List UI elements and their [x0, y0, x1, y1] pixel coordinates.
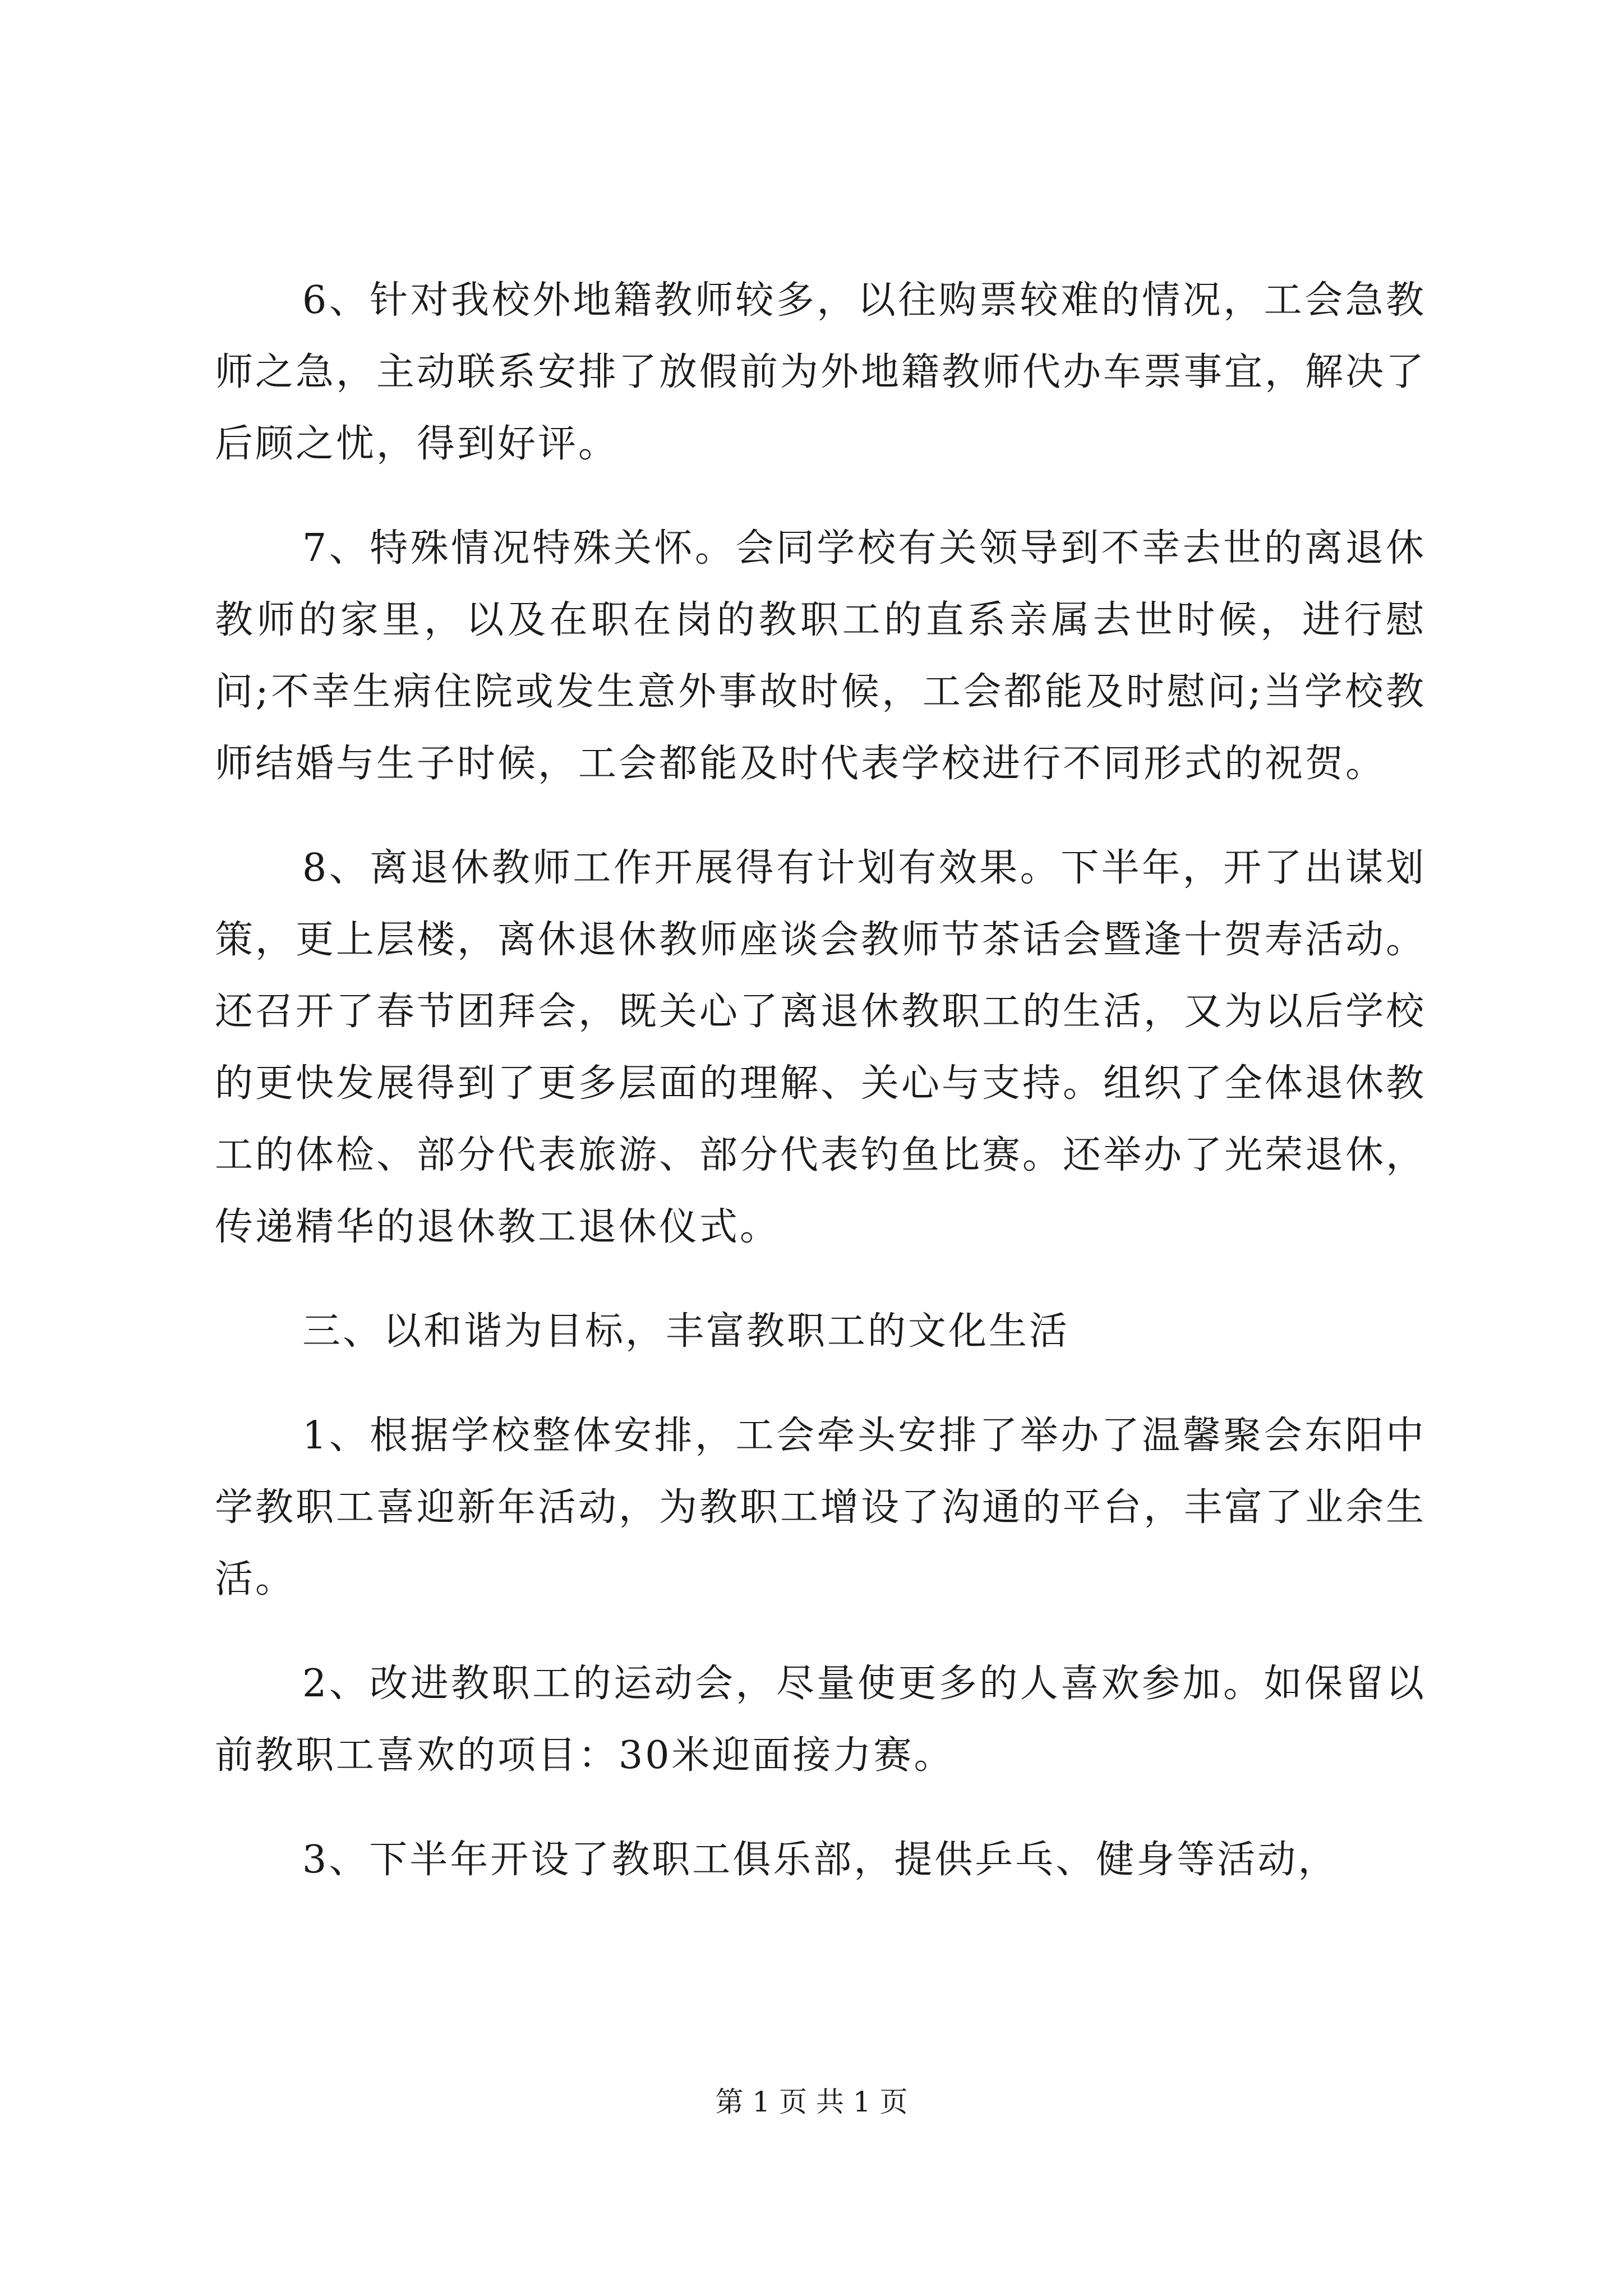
- paragraph-item-7: 7、特殊情况特殊关怀。会同学校有关领导到不幸去世的离退休教师的家里，以及在职在岗的教职工的直系亲属去世时候，进行慰问;不幸生病住院或发生意外事故时候，工会都能及时慰问;当学校教师结婚与生子时候，工会都能及时代表学校进行不同形式的祝贺。: [215, 526, 1426, 786]
- paragraph-item-3-2: 2、改进教职工的运动会，尽量使更多的人喜欢参加。如保留以前教职工喜欢的项目：30米迎面接力赛。: [215, 1662, 1426, 1778]
- document-body: [215, 265, 1426, 1929]
- section-heading-3: 三、以和谐为目标，丰富教职工的文化生活: [302, 1309, 1070, 1354]
- paragraph-item-8: 8、离退休教师工作开展得有计划有效果。下半年，开了出谋划策，更上层楼，离休退休教师座谈会教师节茶话会暨逢十贺寿活动。还召开了春节团拜会，既关心了离退休教职工的生活，又为以后学校的更快发展得到了更多层面的理解、关心与支持。组织了全体退休教工的体检、部分代表旅游、部分代表钓鱼比赛。还举办了光荣退休，传递精华的退休教工退休仪式。: [215, 846, 1427, 1249]
- paragraph-item-6: 6、针对我校外地籍教师较多，以往购票较难的情况，工会急教师之急，主动联系安排了放假前为外地籍教师代办车票事宜，解决了后顾之忧，得到好评。: [215, 278, 1427, 466]
- paragraph-item-3-1: 1、根据学校整体安排，工会牵头安排了举办了温馨聚会东阳中学教职工喜迎新年活动，为教职工增设了沟通的平台，丰富了业余生活。: [215, 1414, 1427, 1602]
- paragraph-item-3-3: 3、下半年开设了教职工俱乐部，提供乒乓、健身等活动，: [302, 1838, 1339, 1882]
- page-footer: 第 1 页 共 1 页: [715, 2086, 908, 2118]
